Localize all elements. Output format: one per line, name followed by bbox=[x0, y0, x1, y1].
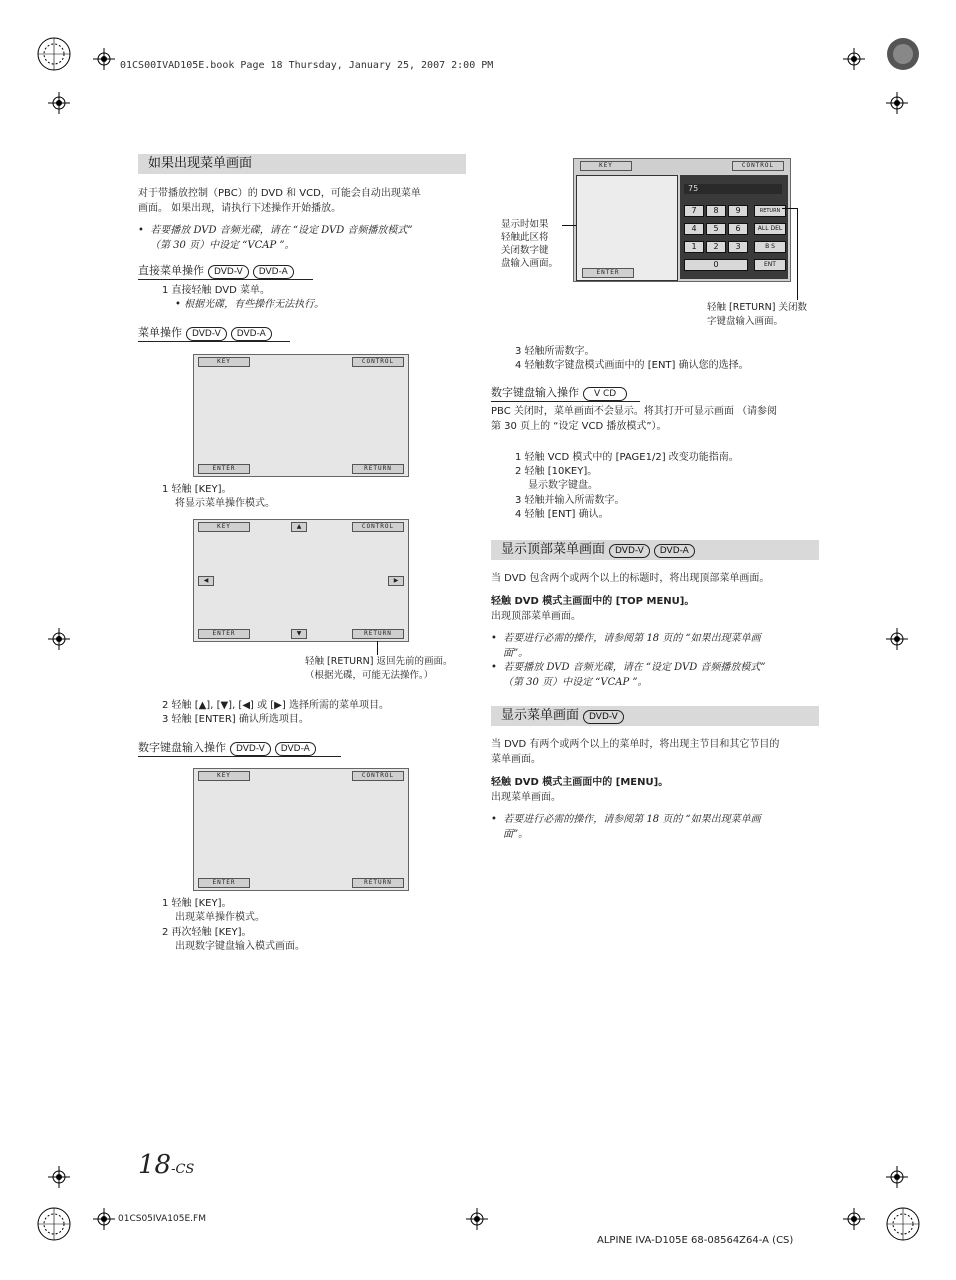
control-button[interactable]: CONTROL bbox=[352, 522, 404, 532]
numpad-step-2-sub: 出现数字键盘输入模式画面。 bbox=[175, 941, 305, 952]
note-text: （第 30 页）中设定 “VCAP ”。 bbox=[150, 240, 295, 251]
keypad-key-1[interactable]: 1 bbox=[684, 241, 704, 253]
control-button[interactable]: CONTROL bbox=[352, 357, 404, 367]
section-title-text: 显示顶部菜单画面 bbox=[501, 542, 606, 557]
keypad-return-button[interactable]: RETURN bbox=[754, 205, 786, 217]
menu-note bbox=[491, 812, 821, 842]
footer-file: 01CS05IVA105E.FM bbox=[118, 1214, 206, 1224]
keypad-callout-left bbox=[501, 218, 558, 270]
book-info-header: 01CS00IVAD105E.book Page 18 Thursday, January 25, 2007 2:00 PM bbox=[120, 60, 494, 71]
keypad-key-7[interactable]: 7 bbox=[684, 205, 704, 217]
keypad-callout-bottom bbox=[707, 301, 807, 329]
vcd-step-3: 3 轻触并输入所需数字。 bbox=[515, 495, 625, 506]
section-title-text: 显示菜单画面 bbox=[501, 708, 580, 723]
subhead-numpad-operation bbox=[138, 740, 341, 757]
key-button[interactable]: KEY bbox=[580, 161, 632, 171]
note-text: 若要进行必需的操作，请参阅第 18 页的 “如果出现菜单画 bbox=[503, 633, 761, 644]
keypad-key-8[interactable]: 8 bbox=[706, 205, 726, 217]
enter-button[interactable]: ENTER bbox=[198, 464, 250, 474]
keypad-panel bbox=[680, 175, 788, 279]
note-text: （第 30 页）中设定 “VCAP ”。 bbox=[503, 677, 648, 688]
key-button[interactable]: KEY bbox=[198, 357, 250, 367]
note-text: 面”。 bbox=[503, 829, 529, 840]
registration-mark bbox=[886, 1166, 908, 1188]
callout-text: 关闭数字键 bbox=[501, 245, 549, 256]
intro-paragraph bbox=[138, 186, 468, 216]
note-text: 面”。 bbox=[503, 648, 529, 659]
direct-step-1: 1 直接轻触 DVD 菜单。 bbox=[162, 285, 270, 296]
intro-line: 第 30 页上的 “设定 VCD 播放模式”）。 bbox=[491, 421, 667, 432]
return-button[interactable]: RETURN bbox=[352, 878, 404, 888]
subhead-vcd-numpad bbox=[491, 385, 640, 402]
note-line: • 若要进行必需的操作，请参阅第 18 页的 “如果出现菜单画 bbox=[491, 814, 761, 825]
registration-mark bbox=[48, 92, 70, 114]
top-menu-result: 出现顶部菜单画面。 bbox=[491, 611, 581, 622]
return-button[interactable]: RETURN bbox=[352, 629, 404, 639]
vcd-step-1: 1 轻触 VCD 模式中的 [PAGE1/2] 改变功能指南。 bbox=[515, 452, 739, 463]
enter-button[interactable]: ENTER bbox=[198, 878, 250, 888]
note-text: 若要进行必需的操作，请参阅第 18 页的 “如果出现菜单画 bbox=[503, 814, 761, 825]
badge-dvd-v: DVD-V bbox=[208, 265, 249, 279]
registration-mark bbox=[48, 1166, 70, 1188]
keypad-backspace-button[interactable]: B S bbox=[754, 241, 786, 253]
badge-dvd-v: DVD-V bbox=[186, 327, 227, 341]
up-arrow-button[interactable]: ▲ bbox=[291, 522, 307, 532]
registration-mark bbox=[48, 628, 70, 650]
registration-mark bbox=[843, 48, 865, 70]
section-title-menu bbox=[491, 706, 819, 726]
note-text: 若要播放 DVD 音频光碟，请在 “设定 DVD 音频播放模式” bbox=[150, 225, 413, 236]
numpad-step-2: 2 再次轻触 [KEY]。 bbox=[162, 927, 252, 938]
callout-text: 盘输入画面。 bbox=[501, 258, 559, 269]
keypad-key-5[interactable]: 5 bbox=[706, 223, 726, 235]
return-button[interactable]: RETURN bbox=[352, 464, 404, 474]
top-menu-note-2 bbox=[491, 660, 821, 690]
vcd-step-2: 2 轻触 [10KEY]。 bbox=[515, 466, 598, 477]
intro-line: 菜单画面。 bbox=[491, 754, 541, 765]
callout-text: （根据光碟，可能无法操作。） bbox=[305, 670, 434, 681]
enter-button[interactable]: ENTER bbox=[582, 268, 634, 278]
numpad-step-4: 4 轻触数字键盘模式画面中的 [ENT] 确认您的选择。 bbox=[515, 360, 749, 371]
top-menu-intro: 当 DVD 包含两个或两个以上的标题时，将出现顶部菜单画面。 bbox=[491, 573, 770, 584]
note-dvd-audio bbox=[138, 223, 468, 253]
callout-text: 轻触 [RETURN] 关闭数 bbox=[707, 302, 808, 313]
note-line: • 若要进行必需的操作，请参阅第 18 页的 “如果出现菜单画 bbox=[491, 633, 761, 644]
keypad-key-3[interactable]: 3 bbox=[728, 241, 748, 253]
registration-mark bbox=[93, 1208, 115, 1230]
screen-menu-operation bbox=[193, 519, 409, 642]
corner-target-icon bbox=[885, 36, 921, 72]
key-button[interactable]: KEY bbox=[198, 522, 250, 532]
control-button[interactable]: CONTROL bbox=[352, 771, 404, 781]
key-button[interactable]: KEY bbox=[198, 771, 250, 781]
intro-line: 当 DVD 有两个或两个以上的菜单时，将出现主节目和其它节目的 bbox=[491, 739, 780, 750]
menu-step-2: 2 轻触 [▲], [▼], [◀] 或 [▶] 选择所需的菜单项目。 bbox=[162, 700, 389, 711]
menu-step-1: 1 轻触 [KEY]。 bbox=[162, 484, 232, 495]
screen-key-mode bbox=[193, 354, 409, 477]
screen-numpad-key-mode bbox=[193, 768, 409, 891]
callout-text: 轻触此区将 bbox=[501, 232, 549, 243]
badge-dvd-v: DVD-V bbox=[609, 544, 650, 558]
numpad-step-1-sub: 出现菜单操作模式。 bbox=[175, 912, 265, 923]
registration-mark bbox=[886, 92, 908, 114]
badge-dvd-v: DVD-V bbox=[230, 742, 271, 756]
page-number-text: 18 bbox=[138, 1150, 172, 1180]
numpad-step-3: 3 轻触所需数字。 bbox=[515, 346, 595, 357]
corner-target-icon bbox=[36, 1206, 72, 1242]
keypad-key-6[interactable]: 6 bbox=[728, 223, 748, 235]
left-arrow-button[interactable]: ◀ bbox=[198, 576, 214, 586]
keypad-key-4[interactable]: 4 bbox=[684, 223, 704, 235]
menu-result: 出现菜单画面。 bbox=[491, 792, 561, 803]
badge-dvd-v: DVD-V bbox=[583, 710, 624, 724]
callout-text: 字键盘输入画面。 bbox=[707, 316, 784, 327]
menu-step-3: 3 轻触 [ENTER] 确认所选项目。 bbox=[162, 714, 309, 725]
direct-step-1-note: • 根据光碟，有些操作无法执行。 bbox=[175, 299, 325, 310]
page-number bbox=[138, 1150, 194, 1180]
note-text: 根据光碟，有些操作无法执行。 bbox=[184, 299, 325, 310]
registration-mark bbox=[93, 48, 115, 70]
vcd-intro bbox=[491, 404, 821, 434]
enter-button[interactable]: ENTER bbox=[198, 629, 250, 639]
callout-text: 显示时如果 bbox=[501, 219, 549, 230]
badge-vcd: V CD bbox=[583, 387, 627, 401]
registration-mark bbox=[466, 1208, 488, 1230]
return-callout bbox=[305, 655, 453, 683]
page-suffix: -CS bbox=[171, 1162, 195, 1177]
section-title-top-menu bbox=[491, 540, 819, 560]
corner-target-icon bbox=[885, 1206, 921, 1242]
subhead-text: 菜单操作 bbox=[138, 326, 182, 339]
menu-step-1-sub: 将显示菜单操作模式。 bbox=[175, 498, 275, 509]
menu-action: 轻触 DVD 模式主画面中的 [MENU]。 bbox=[491, 777, 669, 788]
subhead-text: 直接菜单操作 bbox=[138, 264, 204, 277]
callout-line bbox=[782, 208, 798, 209]
top-menu-action: 轻触 DVD 模式主画面中的 [TOP MENU]。 bbox=[491, 596, 695, 607]
numpad-step-1: 1 轻触 [KEY]。 bbox=[162, 898, 232, 909]
top-menu-note-1 bbox=[491, 631, 821, 661]
menu-intro bbox=[491, 737, 821, 767]
down-arrow-button[interactable]: ▼ bbox=[291, 629, 307, 639]
keypad-key-0[interactable]: 0 bbox=[684, 259, 748, 271]
corner-target-icon bbox=[36, 36, 72, 72]
badge-dvd-a: DVD-A bbox=[231, 327, 272, 341]
section-title-menu-screen: 如果出现菜单画面 bbox=[138, 154, 466, 174]
control-button[interactable]: CONTROL bbox=[732, 161, 784, 171]
keypad-display: 75 bbox=[684, 184, 782, 194]
note-line: • 若要播放 DVD 音频光碟，请在 “设定 DVD 音频播放模式” bbox=[138, 225, 413, 236]
screen-numeric-keypad bbox=[573, 158, 791, 282]
keypad-enter-button[interactable]: ENT bbox=[754, 259, 786, 271]
subhead-menu-operation bbox=[138, 325, 290, 342]
keypad-all-delete-button[interactable]: ALL DEL bbox=[754, 223, 786, 235]
badge-dvd-a: DVD-A bbox=[253, 265, 294, 279]
callout-line bbox=[377, 641, 378, 655]
right-arrow-button[interactable]: ▶ bbox=[388, 576, 404, 586]
keypad-key-2[interactable]: 2 bbox=[706, 241, 726, 253]
subhead-text: 数字键盘输入操作 bbox=[491, 386, 579, 399]
footer-model: ALPINE IVA-D105E 68-08564Z64-A (CS) bbox=[597, 1235, 794, 1246]
registration-mark bbox=[886, 628, 908, 650]
callout-line bbox=[797, 208, 798, 300]
keypad-key-9[interactable]: 9 bbox=[728, 205, 748, 217]
subhead-direct-menu bbox=[138, 263, 313, 280]
badge-dvd-a: DVD-A bbox=[654, 544, 695, 558]
subhead-text: 数字键盘输入操作 bbox=[138, 741, 226, 754]
vcd-step-2-sub: 显示数字键盘。 bbox=[528, 480, 598, 491]
badge-dvd-a: DVD-A bbox=[275, 742, 316, 756]
intro-line: PBC 关闭时，菜单画面不会显示。将其打开可显示画面 （请参阅 bbox=[491, 406, 778, 417]
intro-line: 对于带播放控制（PBC）的 DVD 和 VCD，可能会自动出现菜单 bbox=[138, 188, 421, 199]
note-text: 若要播放 DVD 音频光碟，请在 “设定 DVD 音频播放模式” bbox=[503, 662, 766, 673]
intro-line: 画面。 如果出现，请执行下述操作开始播放。 bbox=[138, 203, 342, 214]
callout-line bbox=[562, 225, 576, 226]
callout-text: 轻触 [RETURN] 返回先前的画面。 bbox=[305, 656, 453, 667]
vcd-step-4: 4 轻触 [ENT] 确认。 bbox=[515, 509, 609, 520]
registration-mark bbox=[843, 1208, 865, 1230]
note-line: • 若要播放 DVD 音频光碟，请在 “设定 DVD 音频播放模式” bbox=[491, 662, 766, 673]
close-keypad-area[interactable] bbox=[576, 175, 678, 281]
